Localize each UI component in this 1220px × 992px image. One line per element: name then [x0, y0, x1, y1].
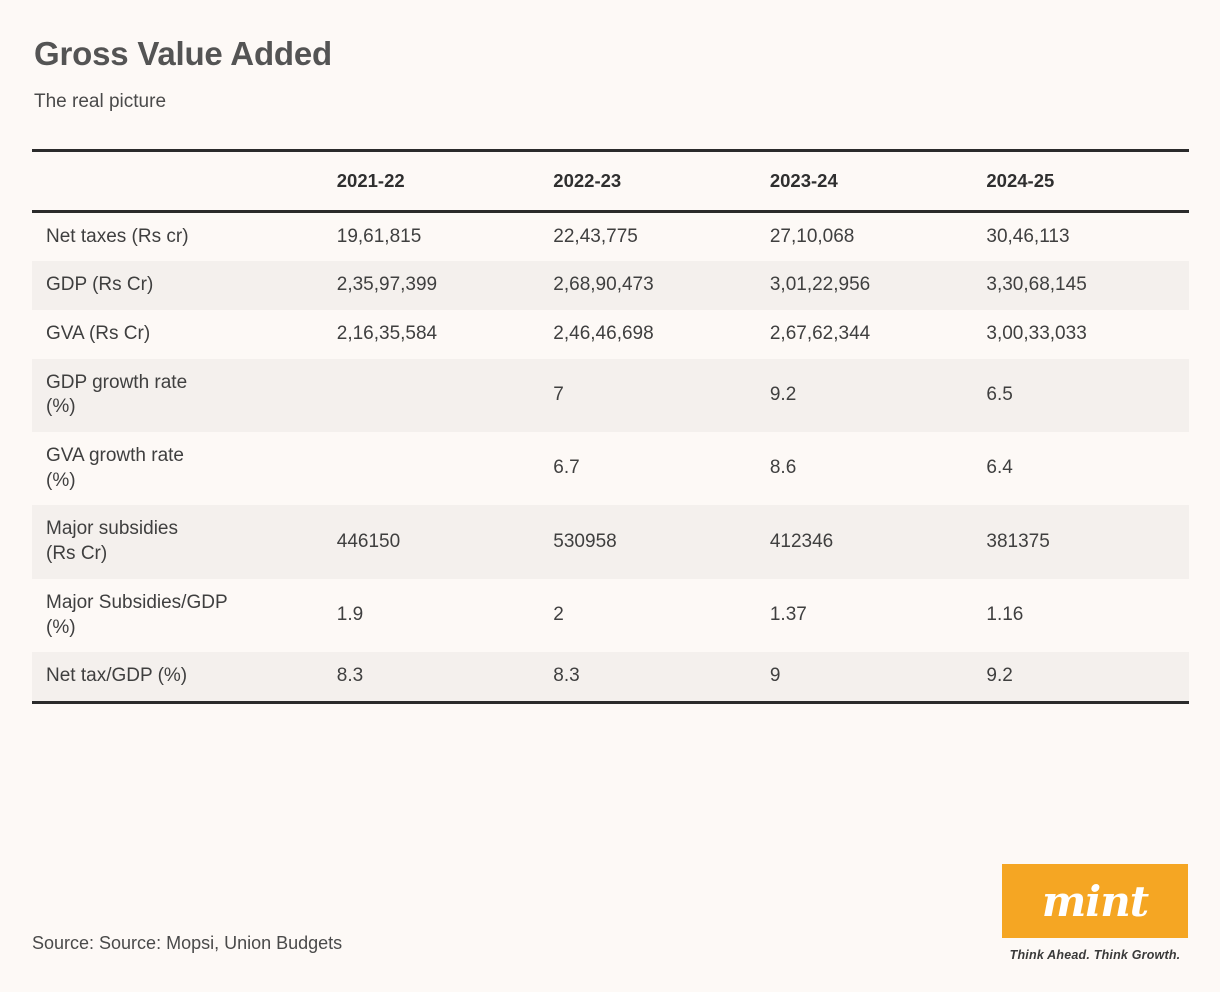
row-value: 3,01,22,956: [769, 274, 871, 296]
gva-data-table: [32, 149, 1189, 704]
row-value: 3,00,33,033: [986, 323, 1087, 345]
row-value: 8.3: [336, 665, 364, 687]
column-header-2021-22: 2021-22: [336, 169, 405, 191]
table-row: [32, 579, 1189, 652]
page-title: Gross Value Added: [34, 35, 332, 72]
row-value: 6.5: [986, 384, 1013, 406]
row-value: 9.2: [769, 384, 797, 406]
row-value: 9.2: [986, 665, 1013, 687]
row-value: [323, 432, 540, 505]
row-value: 27,10,068: [769, 225, 855, 247]
row-label: GVA (Rs Cr): [46, 323, 151, 345]
mint-logo: [1002, 864, 1188, 962]
row-label: GDP growth rate (%): [46, 371, 188, 418]
row-value: 30,46,113: [986, 225, 1070, 247]
row-value: 446150: [336, 530, 401, 552]
row-value: 2: [553, 604, 564, 626]
row-value: 412346: [769, 530, 834, 552]
row-value: 19,61,815: [336, 225, 422, 247]
column-header-2022-23: 2022-23: [553, 169, 622, 191]
table-row: [32, 359, 1189, 432]
row-value: 6.4: [986, 457, 1013, 479]
row-label: Net taxes (Rs cr): [46, 225, 189, 247]
row-value: [323, 359, 540, 432]
column-header-2024-25: 2024-25: [986, 169, 1055, 191]
row-label: GVA growth rate (%): [46, 445, 184, 491]
row-value: 2,16,35,584: [336, 323, 438, 345]
header-row: [32, 150, 1189, 211]
row-label: Major subsidies (Rs Cr): [46, 518, 178, 565]
row-value: 2,35,97,399: [336, 274, 438, 296]
page-subtitle: The real picture: [34, 90, 167, 112]
row-value: 6.7: [553, 457, 580, 479]
mint-logo-text: mint: [1041, 876, 1149, 926]
row-value: 1.9: [336, 604, 364, 626]
row-value: 381375: [986, 530, 1050, 552]
table-row: [32, 310, 1189, 359]
row-label: Net tax/GDP (%): [46, 665, 188, 687]
column-header-metric: [32, 150, 323, 211]
row-value: 1.16: [986, 604, 1024, 626]
table-row: [32, 261, 1189, 310]
row-value: 8.6: [769, 457, 797, 479]
mint-logo-mark: [1002, 864, 1188, 938]
column-header-2023-24: 2023-24: [769, 169, 838, 191]
row-value: 3,30,68,145: [986, 274, 1087, 296]
row-value: 9: [769, 665, 781, 687]
row-value: 530958: [553, 530, 617, 552]
table-header: [32, 150, 1189, 211]
row-value: 22,43,775: [553, 225, 638, 247]
table-body: [32, 211, 1189, 702]
table-row: [32, 211, 1189, 261]
row-label: GDP (Rs Cr): [46, 274, 154, 296]
row-value: 7: [553, 384, 564, 406]
row-value: 1.37: [769, 604, 807, 626]
table-row: [32, 432, 1189, 505]
source-note: Source: Source: Mopsi, Union Budgets: [32, 933, 343, 953]
row-value: 2,67,62,344: [769, 323, 871, 345]
table-row: [32, 505, 1189, 578]
table-row: [32, 652, 1189, 702]
row-value: 2,46,46,698: [553, 323, 654, 345]
row-value: 8.3: [553, 665, 580, 687]
row-label: Major Subsidies/GDP (%): [46, 591, 228, 638]
row-value: 2,68,90,473: [553, 274, 654, 296]
mint-logo-tagline: Think Ahead. Think Growth.: [1009, 948, 1181, 962]
